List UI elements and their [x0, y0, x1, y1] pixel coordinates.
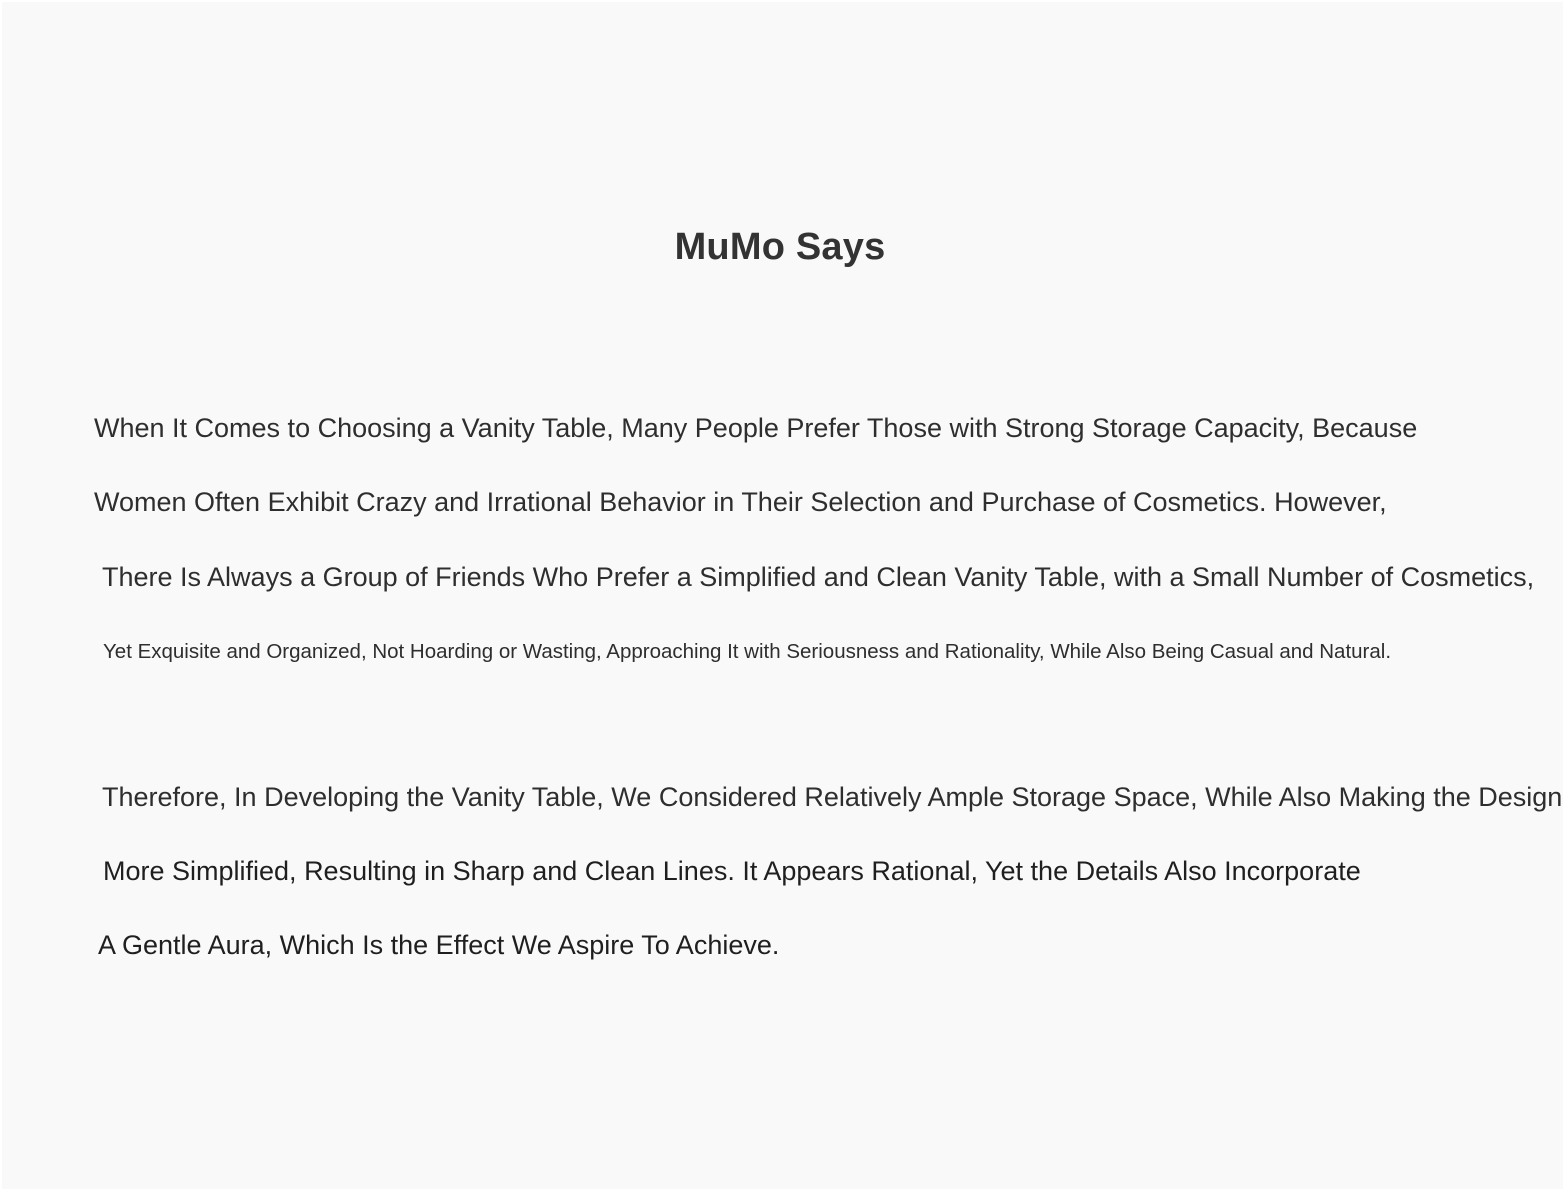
text-line: There Is Always a Group of Friends Who Prefer a Simplified and Clean Vanity Table, with a Small Number of Cosmetics, [102, 562, 1535, 592]
text-line: When It Comes to Choosing a Vanity Table, Many People Prefer Those with Strong Storage Capacity, Because [94, 413, 1418, 443]
text-line: Yet Exquisite and Organized, Not Hoarding or Wasting, Approaching It with Seriousness and Rationality, While Also Being Casual and Natural. [103, 640, 1392, 663]
text-line: More Simplified, Resulting in Sharp and Clean Lines. It Appears Rational, Yet the Details Also Incorporate [103, 856, 1361, 886]
page [2, 2, 1563, 1189]
text-line: A Gentle Aura, Which Is the Effect We Aspire To Achieve. [98, 930, 780, 960]
text-line: Therefore, In Developing the Vanity Table, We Considered Relatively Ample Storage Space, While Also Making the Design [102, 782, 1563, 812]
text-line: Women Often Exhibit Crazy and Irrational Behavior in Their Selection and Purchase of Cosmetics. However, [94, 487, 1387, 517]
page-title: MuMo Says [674, 226, 886, 268]
